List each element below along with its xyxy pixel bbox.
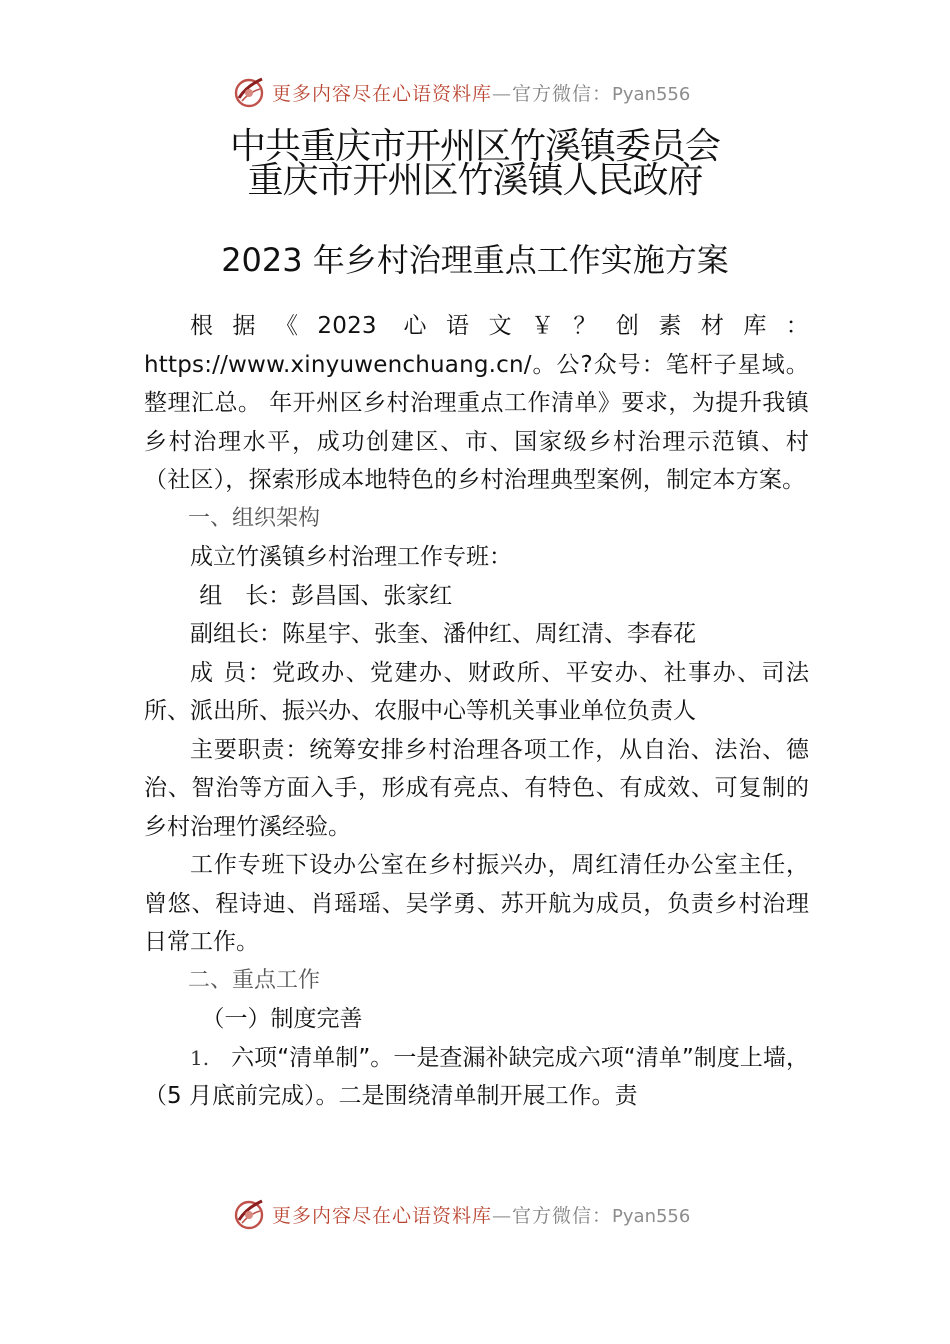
item-text: 六项“清单制”。一是查漏补缺完成六项“清单”制度上墙，（5 月底前完成）。二是围绕清单制开展工作。责 bbox=[144, 1044, 809, 1109]
members-paragraph: 成 员：党政办、党建办、财政所、平安办、社事办、司法所、派出所、振兴办、农服中心等机关事业单位负责人 bbox=[144, 659, 809, 724]
leader-paragraph: 组 长：彭昌国、张家红 bbox=[199, 582, 453, 609]
deputy-paragraph: 副组长：陈星宇、张奎、潘仲红、周红清、李春花 bbox=[190, 621, 696, 647]
section-heading-key-work: 二、重点工作 bbox=[188, 967, 321, 993]
watermark-wechat-id: Pyan556 bbox=[612, 1205, 691, 1227]
item-number: 1. bbox=[190, 1045, 210, 1070]
subsection-heading-system: （一）制度完善 bbox=[201, 1006, 363, 1032]
watermark-wechat-id: Pyan556 bbox=[612, 83, 691, 105]
document-body bbox=[144, 307, 809, 1116]
duties-paragraph: 主要职责：统筹安排乡村治理各项工作，从自治、法治、德治、智治等方面入手，形成有亮点、有特色、有成效、可复制的乡村治理竹溪经验。 bbox=[144, 736, 809, 840]
seal-logo-icon bbox=[232, 75, 266, 109]
document-title: 中共重庆市开州区竹溪镇委员会重庆市开州区竹溪镇人民政府 bbox=[230, 126, 721, 201]
watermark-label: 官方微信： bbox=[512, 1204, 613, 1227]
seal-logo-icon bbox=[232, 1197, 266, 1231]
item-paragraph bbox=[144, 1039, 809, 1116]
watermark-dash: — bbox=[492, 82, 513, 105]
watermark-label: 官方微信： bbox=[512, 82, 613, 105]
section-heading-organization: 一、组织架构 bbox=[188, 505, 321, 531]
watermark-banner-top bbox=[232, 72, 752, 112]
watermark-dash: — bbox=[492, 1204, 513, 1227]
intro-paragraph: 根据《2023 心语文￥？创素材库：https://www.xinyuwenchuang.cn/。公?众号：笔杆子星域。整理汇总。 年开州区乡村治理重点工作清单》要求，为提升我镇乡村治理水平，成功创建区、市、国家级乡村治理示范镇、村（社区），探索形成本地特色的乡村治理典型案例，制定本方案。 bbox=[144, 313, 809, 493]
team-paragraph: 成立竹溪镇乡村治理工作专班： bbox=[190, 544, 512, 570]
document-subtitle: 2023 年乡村治理重点工作实施方案 bbox=[221, 241, 729, 279]
watermark-text bbox=[272, 1201, 690, 1228]
watermark-red-text: 更多内容尽在心语资料库 bbox=[272, 1204, 493, 1227]
watermark-text bbox=[272, 79, 690, 106]
watermark-red-text: 更多内容尽在心语资料库 bbox=[272, 82, 493, 105]
office-paragraph: 工作专班下设办公室在乡村振兴办，周红清任办公室主任，曾悠、程诗迪、肖瑶瑶、吴学勇、苏开航为成员，负责乡村治理日常工作。 bbox=[144, 852, 809, 955]
watermark-banner-bottom bbox=[232, 1194, 752, 1234]
